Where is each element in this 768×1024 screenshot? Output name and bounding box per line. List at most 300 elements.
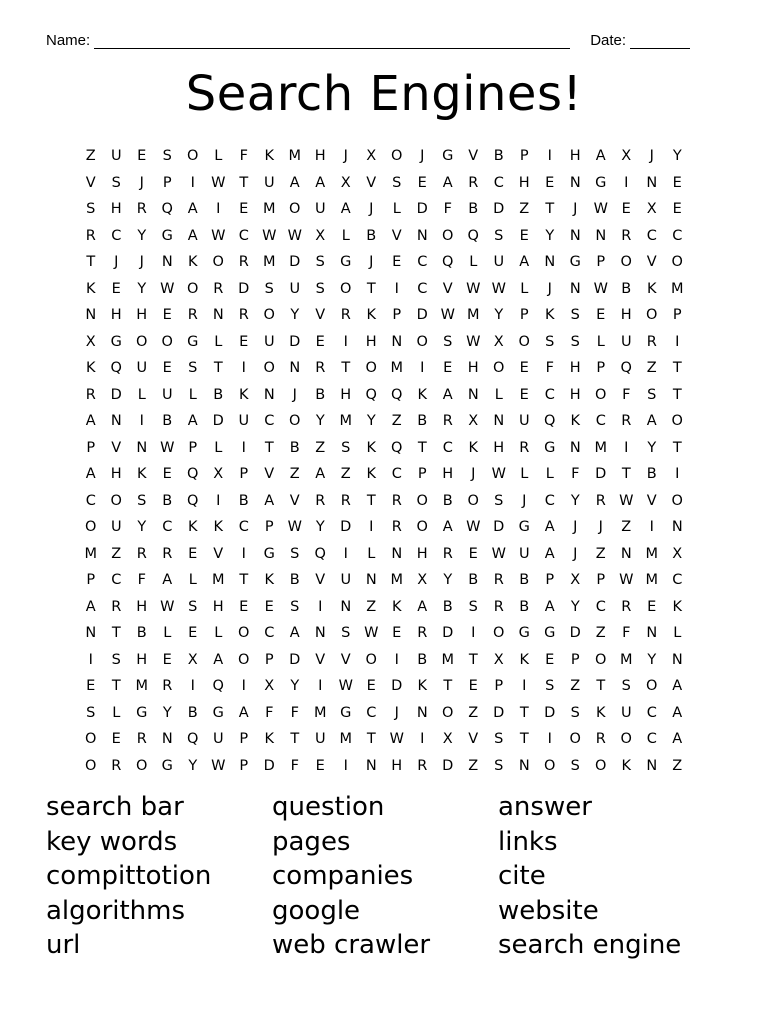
grid-letter: N xyxy=(391,333,403,350)
grid-letter: C xyxy=(646,227,657,244)
grid-row xyxy=(78,753,690,780)
grid-letter: Z xyxy=(595,545,606,562)
grid-letter: L xyxy=(469,254,478,271)
grid-letter: X xyxy=(646,201,657,218)
grid-letter: A xyxy=(315,466,326,483)
grid-letter: W xyxy=(338,678,353,695)
grid-letter: R xyxy=(162,678,173,695)
grid-letter: W xyxy=(211,227,226,244)
grid-letter: I xyxy=(471,625,476,642)
grid-letter: S xyxy=(264,280,274,297)
grid-letter: V xyxy=(468,731,479,748)
grid-letter: Y xyxy=(545,227,555,244)
grid-letter: G xyxy=(518,519,530,536)
grid-letter: O xyxy=(238,625,250,642)
grid-letter: A xyxy=(646,413,657,430)
grid-letter: R xyxy=(621,413,632,430)
word-list-item: algorithms xyxy=(46,895,186,926)
grid-letter: R xyxy=(340,492,351,509)
grid-letter: S xyxy=(494,492,504,509)
grid-row xyxy=(78,461,690,488)
grid-letter: H xyxy=(569,148,581,165)
grid-letter: N xyxy=(85,307,97,324)
grid-letter: O xyxy=(263,307,275,324)
grid-letter: K xyxy=(468,439,478,456)
grid-letter: O xyxy=(442,704,454,721)
grid-letter: R xyxy=(391,492,402,509)
grid-letter: E xyxy=(468,678,478,695)
grid-letter: U xyxy=(263,333,275,350)
grid-letter: V xyxy=(646,254,657,271)
word-list-item: companies xyxy=(272,861,414,892)
grid-letter: E xyxy=(239,598,249,615)
grid-letter: R xyxy=(595,731,606,748)
word-list-item: web crawler xyxy=(272,930,431,961)
grid-letter: G xyxy=(442,148,454,165)
grid-letter: J xyxy=(114,254,119,271)
grid-letter: R xyxy=(111,757,122,774)
grid-letter: R xyxy=(136,545,147,562)
grid-letter: L xyxy=(112,704,121,721)
grid-letter: Y xyxy=(137,519,147,536)
grid-letter: I xyxy=(88,651,93,668)
grid-letter: M xyxy=(466,307,480,324)
grid-letter: X xyxy=(315,227,326,244)
grid-letter: I xyxy=(394,280,399,297)
grid-letter: X xyxy=(468,413,479,430)
grid-letter: F xyxy=(622,386,631,403)
grid-letter: Q xyxy=(314,545,326,562)
grid-letter: Z xyxy=(468,757,479,774)
grid-letter: D xyxy=(493,201,505,218)
grid-letter: P xyxy=(545,572,555,589)
grid-letter: G xyxy=(544,439,556,456)
grid-letter: Z xyxy=(366,598,377,615)
grid-letter: N xyxy=(212,307,224,324)
grid-letter: W xyxy=(389,731,404,748)
grid-letter: X xyxy=(85,333,96,350)
date-blank xyxy=(630,32,690,49)
grid-letter: K xyxy=(264,731,274,748)
grid-letter: B xyxy=(162,492,173,509)
grid-letter: P xyxy=(596,572,606,589)
grid-letter: L xyxy=(367,545,376,562)
grid-letter: Y xyxy=(647,651,657,668)
grid-letter: B xyxy=(187,704,198,721)
grid-letter: A xyxy=(544,598,555,615)
grid-letter: G xyxy=(136,704,148,721)
grid-letter: I xyxy=(318,678,323,695)
grid-letter: L xyxy=(214,148,223,165)
grid-letter: Z xyxy=(595,625,606,642)
grid-letter: N xyxy=(416,704,428,721)
grid-letter: P xyxy=(392,307,402,324)
grid-letter: L xyxy=(188,386,197,403)
grid-letter: R xyxy=(519,439,530,456)
grid-letter: O xyxy=(187,280,199,297)
grid-letter: R xyxy=(442,545,453,562)
grid-letter: K xyxy=(366,439,376,456)
grid-letter: H xyxy=(136,651,148,668)
grid-letter: W xyxy=(593,201,608,218)
grid-letter: P xyxy=(417,466,427,483)
grid-letter: F xyxy=(545,360,554,377)
grid-letter: E xyxy=(392,625,402,642)
grid-letter: E xyxy=(596,307,606,324)
grid-letter: E xyxy=(239,333,249,350)
grid-row xyxy=(78,594,690,621)
grid-letter: F xyxy=(571,466,580,483)
grid-letter: C xyxy=(646,704,657,721)
grid-letter: L xyxy=(520,466,529,483)
grid-letter: A xyxy=(238,704,249,721)
grid-letter: S xyxy=(315,254,325,271)
grid-letter: S xyxy=(468,598,478,615)
name-blank xyxy=(94,32,570,49)
grid-letter: Y xyxy=(570,598,580,615)
grid-letter: R xyxy=(595,492,606,509)
grid-letter: K xyxy=(213,519,223,536)
grid-letter: B xyxy=(213,386,224,403)
grid-letter: S xyxy=(162,148,172,165)
grid-letter: M xyxy=(262,254,276,271)
grid-letter: V xyxy=(646,492,657,509)
grid-letter: N xyxy=(365,757,377,774)
grid-letter: C xyxy=(595,598,606,615)
grid-letter: K xyxy=(417,386,427,403)
grid-letter: N xyxy=(646,174,658,191)
grid-letter: L xyxy=(214,333,223,350)
grid-letter: S xyxy=(570,704,580,721)
grid-letter: D xyxy=(238,280,250,297)
grid-letter: Y xyxy=(315,519,325,536)
grid-letter: E xyxy=(162,360,172,377)
grid-letter: J xyxy=(139,174,144,191)
grid-letter: B xyxy=(468,201,479,218)
grid-letter: V xyxy=(213,545,224,562)
grid-letter: C xyxy=(417,280,428,297)
grid-letter: Z xyxy=(289,466,300,483)
grid-letter: T xyxy=(672,386,682,403)
grid-letter: C xyxy=(595,413,606,430)
grid-letter: C xyxy=(238,227,249,244)
grid-letter: Z xyxy=(391,413,402,430)
grid-letter: O xyxy=(136,333,148,350)
grid-letter: Q xyxy=(365,386,377,403)
grid-letter: T xyxy=(672,360,682,377)
grid-letter: A xyxy=(544,519,555,536)
grid-letter: S xyxy=(86,201,96,218)
grid-letter: P xyxy=(596,360,606,377)
grid-letter: O xyxy=(493,360,505,377)
grid-letter: C xyxy=(544,492,555,509)
grid-letter: V xyxy=(442,280,453,297)
grid-letter: B xyxy=(289,439,300,456)
grid-letter: E xyxy=(468,545,478,562)
grid-letter: J xyxy=(649,148,654,165)
grid-letter: O xyxy=(289,201,301,218)
grid-letter: S xyxy=(443,333,453,350)
grid-letter: L xyxy=(214,439,223,456)
grid-letter: Q xyxy=(187,466,199,483)
grid-letter: Y xyxy=(137,227,147,244)
grid-letter: M xyxy=(390,572,403,589)
grid-letter: S xyxy=(111,174,121,191)
grid-letter: A xyxy=(672,704,683,721)
grid-letter: J xyxy=(471,466,476,483)
grid-letter: S xyxy=(621,678,631,695)
grid-letter: T xyxy=(366,731,376,748)
grid-letter: S xyxy=(392,174,402,191)
grid-letter: R xyxy=(493,572,504,589)
grid-letter: Y xyxy=(672,148,682,165)
grid-letter: T xyxy=(341,360,351,377)
grid-letter: A xyxy=(417,598,428,615)
grid-letter: S xyxy=(570,307,580,324)
grid-letter: C xyxy=(493,174,504,191)
grid-letter: V xyxy=(85,174,96,191)
grid-letter: C xyxy=(442,439,453,456)
grid-letter: G xyxy=(340,704,352,721)
grid-letter: A xyxy=(672,678,683,695)
grid-letter: S xyxy=(545,678,555,695)
grid-letter: H xyxy=(467,360,479,377)
grid-letter: A xyxy=(85,466,96,483)
grid-letter: H xyxy=(110,201,122,218)
grid-letter: P xyxy=(86,572,96,589)
grid-letter: T xyxy=(264,439,274,456)
grid-letter: L xyxy=(494,386,503,403)
grid-letter: C xyxy=(417,254,428,271)
grid-letter: Y xyxy=(443,572,453,589)
grid-letter: I xyxy=(420,360,425,377)
grid-letter: H xyxy=(136,598,148,615)
grid-letter: K xyxy=(544,307,555,324)
grid-letter: O xyxy=(620,254,632,271)
grid-letter: E xyxy=(315,757,325,774)
grid-letter: V xyxy=(366,174,377,191)
grid-letter: O xyxy=(212,254,224,271)
grid-letter: E xyxy=(545,174,555,191)
grid-letter: L xyxy=(188,572,197,589)
grid-letter: N xyxy=(518,757,530,774)
grid-letter: T xyxy=(443,678,453,695)
grid-letter: L xyxy=(137,386,146,403)
word-list-item: cite xyxy=(498,861,546,892)
grid-letter: S xyxy=(137,492,147,509)
grid-letter: Q xyxy=(442,254,454,271)
grid-letter: C xyxy=(672,572,683,589)
grid-letter: R xyxy=(315,492,326,509)
grid-letter: J xyxy=(547,280,552,297)
grid-letter: S xyxy=(188,598,198,615)
grid-letter: N xyxy=(544,254,556,271)
grid-letter: O xyxy=(671,492,683,509)
grid-letter: Q xyxy=(391,439,403,456)
grid-letter: O xyxy=(544,757,556,774)
grid-letter: D xyxy=(289,254,301,271)
grid-letter: Z xyxy=(519,201,530,218)
grid-letter: U xyxy=(161,386,173,403)
grid-letter: W xyxy=(466,280,481,297)
grid-letter: A xyxy=(213,651,224,668)
grid-letter: E xyxy=(188,625,198,642)
grid-letter: O xyxy=(671,254,683,271)
grid-letter: T xyxy=(366,492,376,509)
grid-letter: Y xyxy=(290,307,300,324)
grid-letter: N xyxy=(289,360,301,377)
word-list xyxy=(46,790,724,963)
grid-letter: Q xyxy=(544,413,556,430)
grid-letter: P xyxy=(672,307,682,324)
word-list-item: website xyxy=(498,895,599,926)
grid-letter: O xyxy=(442,227,454,244)
grid-letter: W xyxy=(160,280,175,297)
grid-letter: S xyxy=(341,439,351,456)
grid-letter: R xyxy=(493,598,504,615)
grid-letter: S xyxy=(545,333,555,350)
grid-letter: A xyxy=(187,201,198,218)
grid-letter: B xyxy=(417,651,428,668)
grid-letter: N xyxy=(391,545,403,562)
grid-letter: X xyxy=(417,572,428,589)
grid-letter: A xyxy=(289,625,300,642)
grid-letter: Y xyxy=(647,439,657,456)
grid-letter: V xyxy=(315,572,326,589)
grid-letter: K xyxy=(366,466,376,483)
grid-letter: O xyxy=(85,757,97,774)
grid-letter: E xyxy=(417,174,427,191)
grid-letter: N xyxy=(365,572,377,589)
grid-letter: J xyxy=(573,545,578,562)
grid-letter: M xyxy=(288,148,301,165)
grid-letter: O xyxy=(161,333,173,350)
grid-letter: T xyxy=(621,466,631,483)
grid-letter: I xyxy=(190,678,195,695)
grid-letter: K xyxy=(85,280,96,297)
grid-letter: N xyxy=(646,625,658,642)
grid-letter: V xyxy=(391,227,402,244)
grid-letter: S xyxy=(494,757,504,774)
grid-letter: M xyxy=(645,572,658,589)
grid-letter: G xyxy=(161,757,173,774)
grid-letter: R xyxy=(468,174,479,191)
grid-letter: T xyxy=(111,625,121,642)
grid-letter: O xyxy=(620,731,632,748)
grid-letter: E xyxy=(621,201,631,218)
grid-letter: W xyxy=(619,492,634,509)
grid-letter: Y xyxy=(366,413,376,430)
grid-letter: D xyxy=(391,678,403,695)
grid-letter: D xyxy=(493,519,505,536)
grid-letter: R xyxy=(162,545,173,562)
grid-letter: A xyxy=(340,201,351,218)
grid-letter: J xyxy=(522,492,527,509)
grid-letter: P xyxy=(264,519,274,536)
grid-letter: B xyxy=(519,572,530,589)
grid-letter: I xyxy=(190,174,195,191)
grid-letter: A xyxy=(544,545,555,562)
grid-letter: R xyxy=(621,227,632,244)
grid-row xyxy=(78,223,690,250)
grid-letter: S xyxy=(494,227,504,244)
grid-letter: Q xyxy=(161,201,173,218)
grid-letter: M xyxy=(390,360,403,377)
grid-letter: L xyxy=(596,333,605,350)
grid-letter: U xyxy=(110,519,122,536)
grid-letter: W xyxy=(364,625,379,642)
grid-letter: P xyxy=(188,439,198,456)
grid-letter: D xyxy=(544,704,556,721)
grid-letter: O xyxy=(365,360,377,377)
grid-letter: I xyxy=(675,333,680,350)
grid-letter: Y xyxy=(315,413,325,430)
grid-letter: W xyxy=(466,519,481,536)
grid-row xyxy=(78,196,690,223)
grid-letter: O xyxy=(365,651,377,668)
grid-letter: C xyxy=(264,625,275,642)
grid-letter: O xyxy=(340,280,352,297)
grid-letter: Y xyxy=(188,757,198,774)
grid-letter: Q xyxy=(187,492,199,509)
grid-letter: F xyxy=(290,704,299,721)
grid-letter: E xyxy=(239,201,249,218)
grid-letter: E xyxy=(443,360,453,377)
grid-letter: N xyxy=(340,598,352,615)
grid-letter: B xyxy=(162,413,173,430)
grid-letter: S xyxy=(494,731,504,748)
grid-letter: E xyxy=(111,731,121,748)
grid-letter: I xyxy=(343,757,348,774)
grid-letter: C xyxy=(111,227,122,244)
grid-letter: Z xyxy=(646,360,657,377)
grid-letter: K xyxy=(238,386,249,403)
word-list-item: question xyxy=(272,792,385,822)
grid-letter: Z xyxy=(672,757,683,774)
grid-letter: K xyxy=(621,757,631,774)
grid-letter: V xyxy=(289,492,300,509)
grid-letter: U xyxy=(212,731,224,748)
grid-letter: C xyxy=(544,386,555,403)
grid-letter: H xyxy=(212,598,224,615)
grid-letter: B xyxy=(442,598,453,615)
grid-letter: H xyxy=(391,757,403,774)
grid-letter: A xyxy=(672,731,683,748)
grid-row xyxy=(78,302,690,329)
grid-letter: O xyxy=(595,757,607,774)
grid-letter: X xyxy=(493,651,504,668)
grid-letter: R xyxy=(238,254,249,271)
grid-letter: B xyxy=(366,227,377,244)
grid-letter: I xyxy=(522,678,527,695)
grid-letter: P xyxy=(162,174,172,191)
grid-letter: J xyxy=(394,704,399,721)
grid-letter: U xyxy=(620,704,632,721)
grid-letter: R xyxy=(136,201,147,218)
grid-letter: G xyxy=(212,704,224,721)
grid-letter: R xyxy=(442,413,453,430)
grid-letter: Q xyxy=(187,731,199,748)
grid-letter: X xyxy=(493,333,504,350)
grid-letter: N xyxy=(671,651,683,668)
grid-letter: K xyxy=(187,254,198,271)
grid-letter: P xyxy=(519,307,529,324)
grid-letter: V xyxy=(468,148,479,165)
grid-letter: X xyxy=(366,148,377,165)
grid-row xyxy=(78,700,690,727)
grid-letter: B xyxy=(519,598,530,615)
grid-letter: D xyxy=(212,413,224,430)
